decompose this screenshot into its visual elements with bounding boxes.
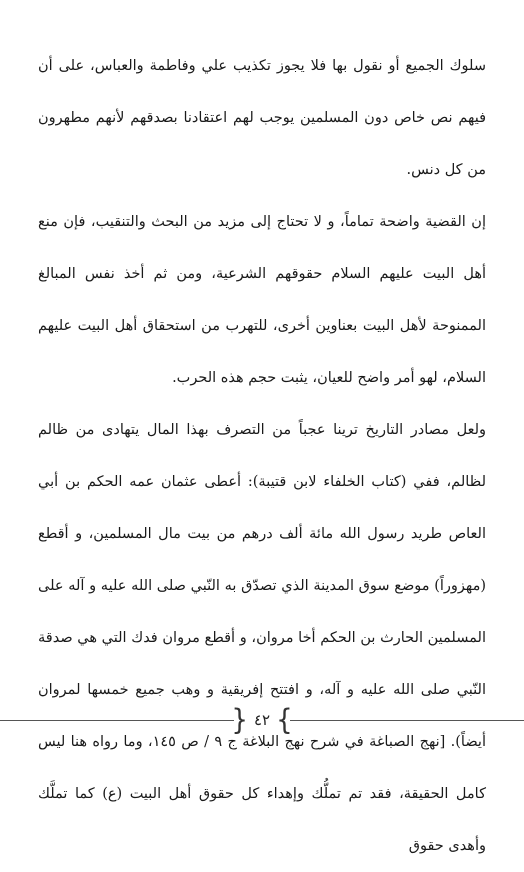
- paragraph-2: إن القضية واضحة تماماً، و لا تحتاج إلى مزيد من البحث والتنقيب، فإن منع أهل البيت عليهم السلام حقوقهم الشرعية، ومن ثم أخذ نفس المبالغ الممنوحة لأهل البيت بعناوين أخرى، للتهرب من استحقاق أهل البيت عليهم السلام، لهو أمر واضح للعيان، يثبت حجم هذه الحرب.: [38, 214, 486, 386]
- body-text: [38, 40, 486, 872]
- bracket-right-icon: }: [231, 703, 248, 737]
- bracket-left-icon: {: [276, 703, 293, 737]
- page-number-frame: [231, 703, 293, 737]
- page-number: ٤٢: [253, 711, 271, 729]
- paragraph-1: سلوك الجميع أو نقول بها فلا يجوز تكذيب علي وفاطمة والعباس، على أن فيهم نص خاص دون المسلمين يوجب لهم اعتقادنا بصدقهم لأنهم مطهرون من كل دنس.: [38, 58, 486, 178]
- paragraph-3: ولعل مصادر التاريخ ترينا عجباً من التصرف بهذا المال يتهادى من ظالم لظالم، ففي (كتاب الخلفاء لابن قتيبة): أعطى عثمان عمه الحكم بن أبي العاص طريد رسول الله مائة ألف درهم من بيت مال المسلمين، و أقطع (مهزوراً) موضع سوق المدينة الذي تصدّق به النّبي صلى الله عليه و آله على المسلمين الحارث بن الحكم أخا مروان، و أقطع مروان فدك التي هي صدقة النّبي صلى الله عليه و آله، و افتتح إفريقية و وهب جميع خمسها لمروان أيضاً). [نهج الصباغة في شرح نهج البلاغة ج ٩ / ص ١٤٥، وما رواه هنا ليس كامل الحقيقة، فقد تم تملُّك وإهداء كل حقوق أهل البيت (ع) كما تملَّك وأهدى حقوق: [38, 422, 486, 854]
